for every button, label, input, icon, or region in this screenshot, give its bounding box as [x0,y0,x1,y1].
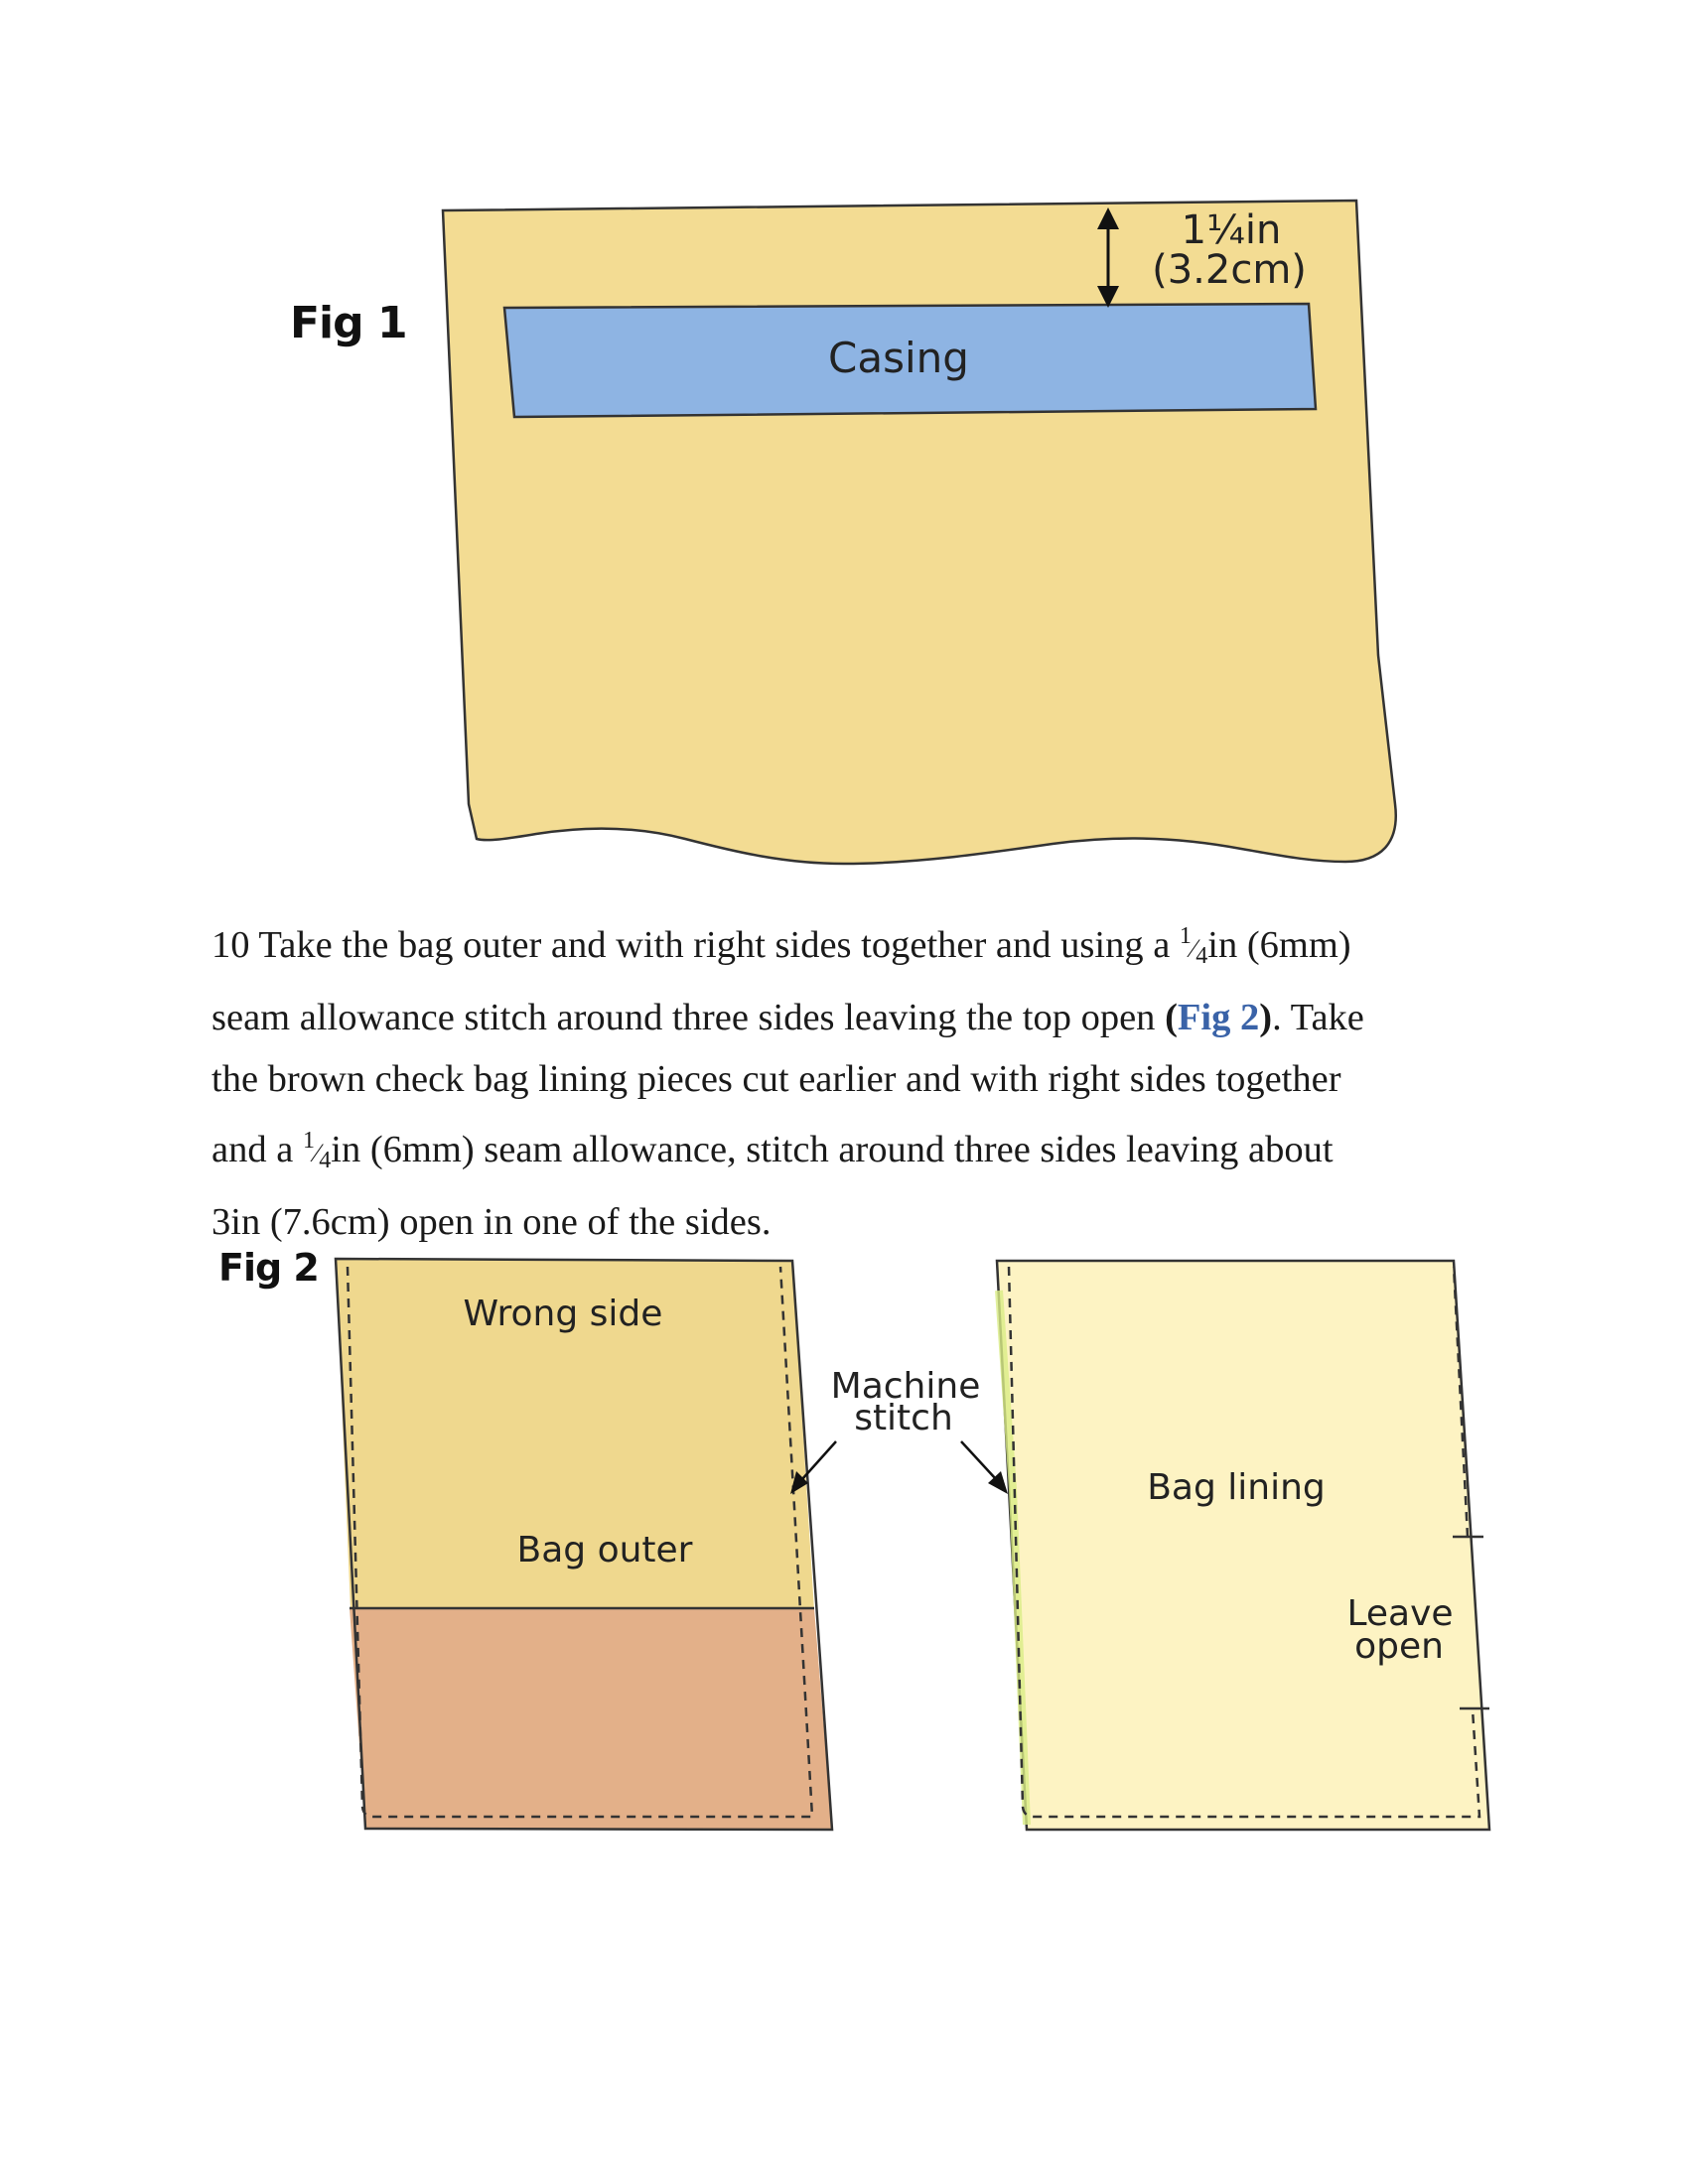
arrow-to-bag-lining [961,1441,1008,1494]
machine-stitch-label-line2: stitch [854,1398,953,1438]
paragraph-line-1 [211,905,1492,987]
casing-label: Casing [828,334,969,382]
paragraph-line-4 [211,1110,1492,1191]
measurement-metric: (3.2cm) [1152,247,1307,293]
bag-lining-panel [997,1261,1489,1830]
machine-stitch-label-line1: Machine [830,1366,981,1407]
measurement-value: 1¼in [1181,207,1282,253]
fig2-link[interactable]: Fig 2 [1177,997,1260,1038]
fraction-quarter: $^1⁄_4$ [302,1128,332,1173]
fig2-reference[interactable] [1165,997,1272,1038]
leave-open-label-line1: Leave [1346,1593,1454,1634]
fig2-diagram [0,1221,1688,1866]
fraction-numerator: 1 [302,1128,315,1154]
paragraph-text: 10 Take the bag outer and with right sides together and using a [211,924,1180,966]
bag-outer-label: Bag outer [516,1530,693,1570]
fraction-denominator: 4 [319,1148,332,1173]
paragraph-text: in (6mm) [1207,924,1351,966]
paragraph-text: in (6mm) seam allowance, stitch around three sides leaving about [331,1129,1334,1170]
fig1-diagram [0,0,1688,893]
leave-open-label-line2: open [1354,1626,1444,1667]
bag-lining-label: Bag lining [1147,1467,1326,1508]
paragraph-text: . Take [1272,997,1364,1038]
ref-close-paren: ) [1259,997,1273,1038]
paragraph-text: seam allowance stitch around three sides leaving the top open [211,997,1166,1038]
paragraph-text: and a [211,1129,303,1170]
wrong-side-label: Wrong side [463,1294,663,1334]
ref-open-paren: ( [1165,997,1178,1038]
instruction-paragraph [211,905,1492,1253]
fig2-label: Fig 2 [218,1246,319,1290]
fig1-label: Fig 1 [290,298,407,348]
fabric-panel [443,201,1396,864]
paragraph-line-3: the brown check bag lining pieces cut earlier and with right sides together [211,1058,1341,1100]
paragraph-line-5: 3in (7.6cm) open in one of the sides. [211,1201,772,1243]
fraction-quarter: $^1⁄_4$ [1179,923,1208,969]
fraction-denominator: 4 [1196,943,1208,969]
paragraph-line-2 [211,987,1492,1048]
fraction-numerator: 1 [1179,923,1192,949]
